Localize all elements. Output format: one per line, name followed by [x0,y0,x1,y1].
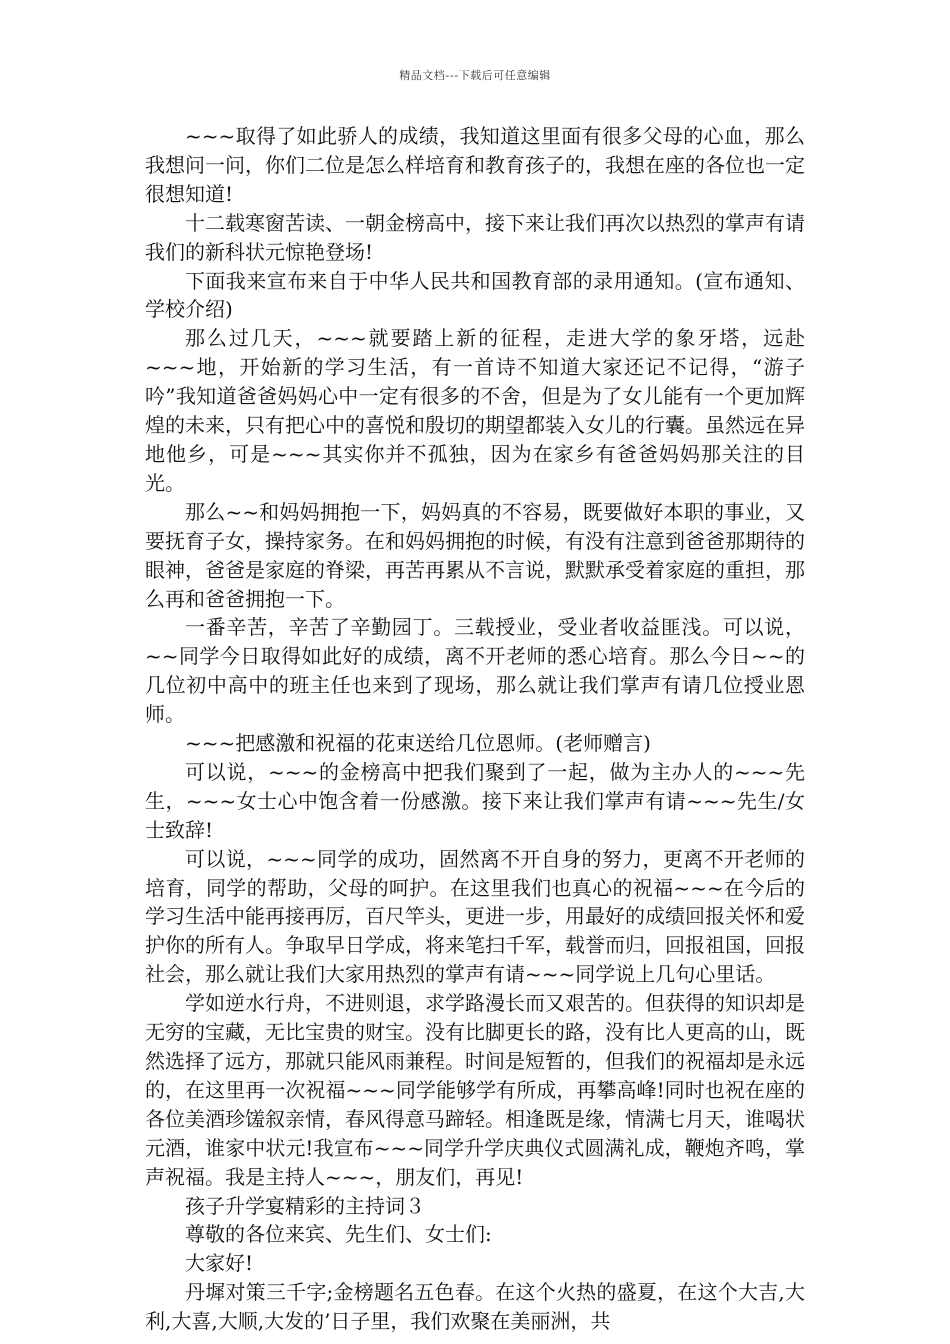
paragraph: 下面我来宣布来自于中华人民共和国教育部的录用通知。(宣布通知、学校介绍) [145,268,805,322]
paragraph: 那么过几天，~~~就要踏上新的征程，走进大学的象牙塔，远赴~~~地，开始新的学习生活，有一首诗不知道大家还记不记得，“游子吟”我知道爸爸妈妈心中一定有很多的不舍，但是为了女儿能有一个更加辉煌的未来，只有把心中的喜悦和殷切的期望都装入女儿的行囊。虽然远在异地他乡，可是~~~其实你并不孤独，因为在家乡有爸爸妈妈那关注的目光。 [145,326,805,495]
paragraph: 丹墀对策三千字;金榜题名五色春。在这个火热的盛夏，在这个大吉,大利,大喜,大顺,大发的’日子里，我们欢聚在美丽洲，共 [145,1280,805,1334]
section-heading: 孩子升学宴精彩的主持词３ [185,1193,425,1218]
greeting: 大家好! [185,1251,254,1276]
paragraph: 十二载寒窗苦读、一朝金榜高中，接下来让我们再次以热烈的掌声有请我们的新科状元惊艳登场! [145,210,805,264]
document-body [145,122,805,1336]
salutation: 尊敬的各位来宾、先生们、女士们: [185,1222,492,1247]
paragraph: 学如逆水行舟，不进则退，求学路漫长而又艰苦的。但获得的知识却是无穷的宝藏，无比宝贵的财宝。没有比脚更长的路，没有比人更高的山，既然选择了远方，那就只能风雨兼程。时间是短暂的，但我们的祝福却是永远的，在这里再一次祝福~~~同学能够学有所成，再攀高峰!同时也祝在座的各位美酒珍馐叙亲情，春风得意马蹄轻。相逢既是缘，情满七月天，谁喝状元酒，谁家中状元!我宣布~~~同学升学庆典仪式圆满礼成，鞭炮齐鸣，掌声祝福。我是主持人~~~，朋友们，再见! [145,991,805,1189]
paragraph: 一番辛苦，辛苦了辛勤园丁。三载授业，受业者收益匪浅。可以说，~~同学今日取得如此好的成绩，离不开老师的悉心培育。那么今日~~的几位初中高中的班主任也来到了现场，那么就让我们掌声有请几位授业恩师。 [145,615,805,727]
paragraph: ~~~取得了如此骄人的成绩，我知道这里面有很多父母的心血，那么我想问一问，你们二位是怎么样培育和教育孩子的，我想在座的各位也一定很想知道! [145,124,805,206]
paragraph: 可以说，~~~同学的成功，固然离不开自身的努力，更离不开老师的培育，同学的帮助，父母的呵护。在这里我们也真心的祝福~~~在今后的学习生活中能再接再厉，百尺竿头，更进一步，用最好的成绩回报关怀和爱护你的所有人。争取早日学成，将来笔扫千军，载誉而归，回报祖国，回报社会，那么就让我们大家用热烈的掌声有请~~~同学说上几句心里话。 [145,846,805,987]
page-header: 精品文档---下载后可任意编辑 [399,69,551,82]
paragraph: 那么~~和妈妈拥抱一下，妈妈真的不容易，既要做好本职的事业，又要抚育子女，操持家务。在和妈妈拥抱的时候，有没有注意到爸爸那期待的眼神，爸爸是家庭的脊梁，再苦再累从不言说，默默承受着家庭的重担，那么再和爸爸拥抱一下。 [145,499,805,611]
paragraph: ~~~把感激和祝福的花束送给几位恩师。(老师赠言) [185,731,651,756]
paragraph: 可以说，~~~的金榜高中把我们聚到了一起，做为主办人的~~~先生，~~~女士心中饱含着一份感激。接下来让我们掌声有请~~~先生/女士致辞! [145,759,805,842]
